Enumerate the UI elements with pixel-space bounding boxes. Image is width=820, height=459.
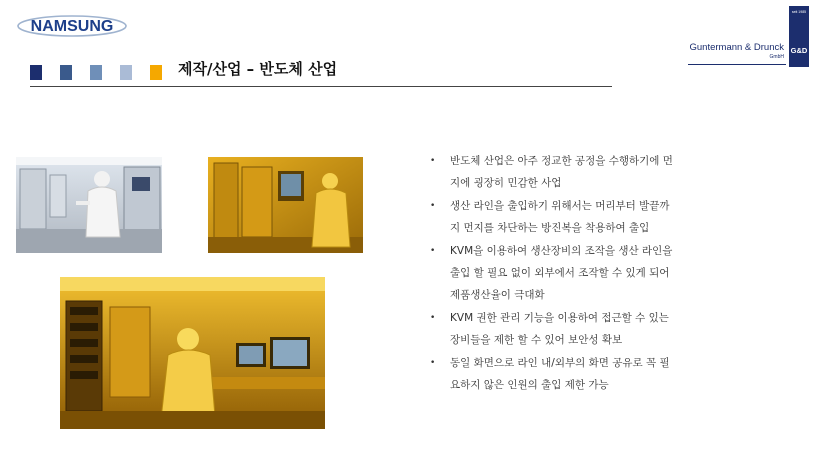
- bullet-dot: •: [430, 156, 436, 166]
- cleanroom-yellow-large-photo: [60, 277, 325, 429]
- title-square-1: [30, 65, 42, 80]
- page-title: 제작/산업 – 반도체 산업: [178, 60, 338, 78]
- bullet-dot: •: [430, 358, 436, 368]
- bullet-line: 장비들을 제한 할 수 있어 보안성 확보: [450, 334, 623, 346]
- bullet-list: [428, 150, 728, 397]
- gd-monogram: G&D: [790, 46, 808, 55]
- bullet-dot: •: [430, 246, 436, 256]
- bullet-line: 지 먼지를 차단하는 방진복을 착용하여 출입: [450, 222, 650, 234]
- bullet-dot: •: [430, 313, 436, 323]
- cleanroom-white-photo: [16, 157, 162, 253]
- namsung-logo-text: NAMSUNG: [30, 18, 114, 35]
- bullet-dot: •: [430, 201, 436, 211]
- title-square-3: [90, 65, 102, 80]
- bullet-line: 지에 굉장히 민감한 사업: [450, 177, 562, 189]
- namsung-logo-graphic: [16, 9, 128, 41]
- gd-badge: [789, 6, 809, 67]
- bullet-line: KVM 권한 관리 기능을 이용하여 접근할 수 있는: [450, 312, 669, 324]
- bullet-line: 반도체 산업은 아주 정교한 공정을 수행하기에 먼: [450, 155, 673, 167]
- title-divider: [30, 86, 612, 87]
- bullet-item-3: [428, 240, 728, 306]
- title-square-5: [150, 65, 162, 80]
- bullet-item-2: [428, 195, 728, 239]
- gd-est-label: seit 1985: [791, 10, 807, 14]
- title-square-2: [60, 65, 72, 80]
- bullet-line: 요하지 않은 인원의 출입 제한 가능: [450, 379, 609, 391]
- cleanroom-yellow-small-photo: [208, 157, 363, 253]
- bullet-line: 동일 화면으로 라인 내/외부의 화면 공유로 꼭 필: [450, 357, 670, 369]
- gd-underline: [688, 64, 786, 65]
- namsung-logo: [16, 9, 128, 41]
- bullet-item-4: [428, 307, 728, 351]
- gd-company-name: Guntermann & Drunck: [689, 42, 784, 53]
- bullet-line: 제품생산율이 극대화: [450, 289, 545, 301]
- bullet-line: KVM을 이용하여 생산장비의 조작을 생산 라인을: [450, 245, 673, 257]
- gd-company-suffix: GmbH: [769, 54, 784, 60]
- bullet-line: 출입 할 필요 없이 외부에서 조작할 수 있게 되어: [450, 267, 670, 279]
- title-square-4: [120, 65, 132, 80]
- bullet-item-1: [428, 150, 728, 194]
- bullet-item-5: [428, 352, 728, 396]
- bullet-line: 생산 라인을 출입하기 위해서는 머리부터 발끝까: [450, 200, 670, 212]
